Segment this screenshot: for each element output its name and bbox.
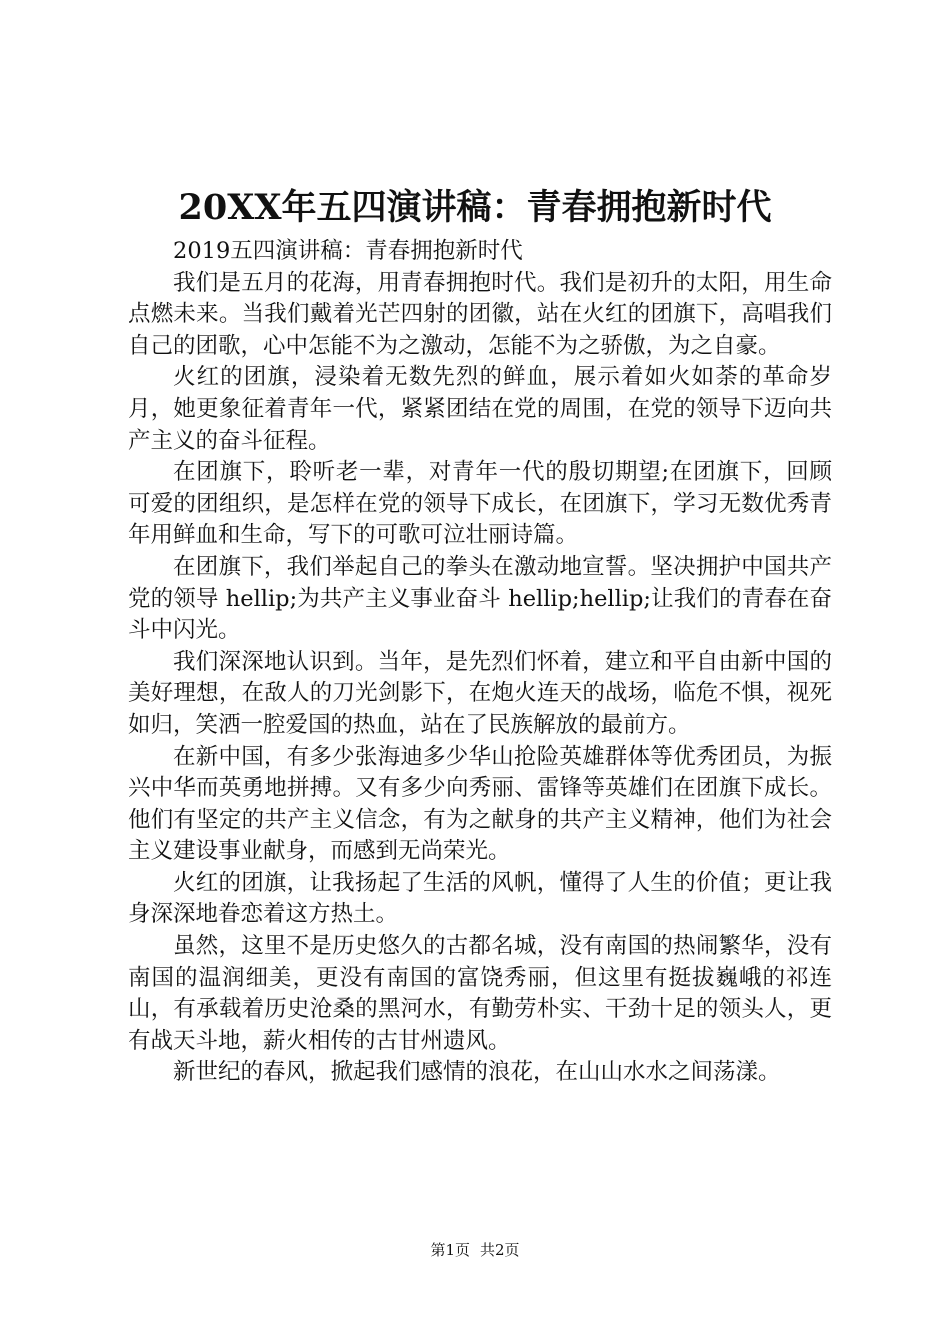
- document-body: [128, 236, 832, 1089]
- paragraph: 在新中国，有多少张海迪多少华山抢险英雄群体等优秀团员，为振兴中华而英勇地拼搏。又有多少向秀丽、雷锋等英雄们在团旗下成长。他们有坚定的共产主义信念，有为之献身的共产主义精神，他们为社会主义建设事业献身，而感到无尚荣光。: [128, 743, 832, 865]
- paragraph: 虽然，这里不是历史悠久的古都名城，没有南国的热闹繁华，没有南国的温润细美，更没有南国的富饶秀丽，但这里有挺拔巍峨的祁连山，有承载着历史沧桑的黑河水，有勤劳朴实、干劲十足的领头人，更有战天斗地，薪火相传的古甘州遗风。: [128, 933, 832, 1054]
- page-footer: [0, 1240, 950, 1260]
- page-number: 第1页: [430, 1241, 470, 1259]
- paragraph: 我们是五月的花海，用青春拥抱时代。我们是初升的太阳，用生命点燃未来。当我们戴着光芒四射的团徽，站在火红的团旗下，高唱我们自己的团歌，心中怎能不为之激动，怎能不为之骄傲，为之自豪。: [128, 269, 832, 359]
- paragraph: 火红的团旗，让我扬起了生活的风帆，懂得了人生的价值；更让我身深深地眷恋着这方热土。: [128, 869, 832, 928]
- paragraph: 在团旗下，聆听老一辈，对青年一代的殷切期望;在团旗下，回顾可爱的团组织，是怎样在党的领导下成长，在团旗下，学习无数优秀青年用鲜血和生命，写下的可歌可泣壮丽诗篇。: [128, 459, 832, 549]
- paragraph: 火红的团旗，浸染着无数先烈的鲜血，展示着如火如荼的革命岁月，她更象征着青年一代，紧紧团结在党的周围，在党的领导下迈向共产主义的奋斗征程。: [128, 364, 832, 454]
- paragraph: 在团旗下，我们举起自己的拳头在激动地宣誓。坚决拥护中国共产党的领导 hellip;为共产主义事业奋斗 hellip;hellip;让我们的青春在奋斗中闪光。: [128, 553, 832, 644]
- document-title: 20XX年五四演讲稿：青春拥抱新时代: [178, 187, 772, 228]
- subtitle-line: 2019五四演讲稿：青春拥抱新时代: [173, 238, 523, 264]
- paragraph: 我们深深地认识到。当年，是先烈们怀着，建立和平自由新中国的美好理想，在敌人的刀光剑影下，在炮火连天的战场，临危不惧，视死如归，笑洒一腔爱国的热血，站在了民族解放的最前方。: [128, 648, 832, 738]
- page-total: 共2页: [480, 1241, 520, 1259]
- paragraph: 新世纪的春风，掀起我们感情的浪花，在山山水水之间荡漾。: [173, 1059, 781, 1086]
